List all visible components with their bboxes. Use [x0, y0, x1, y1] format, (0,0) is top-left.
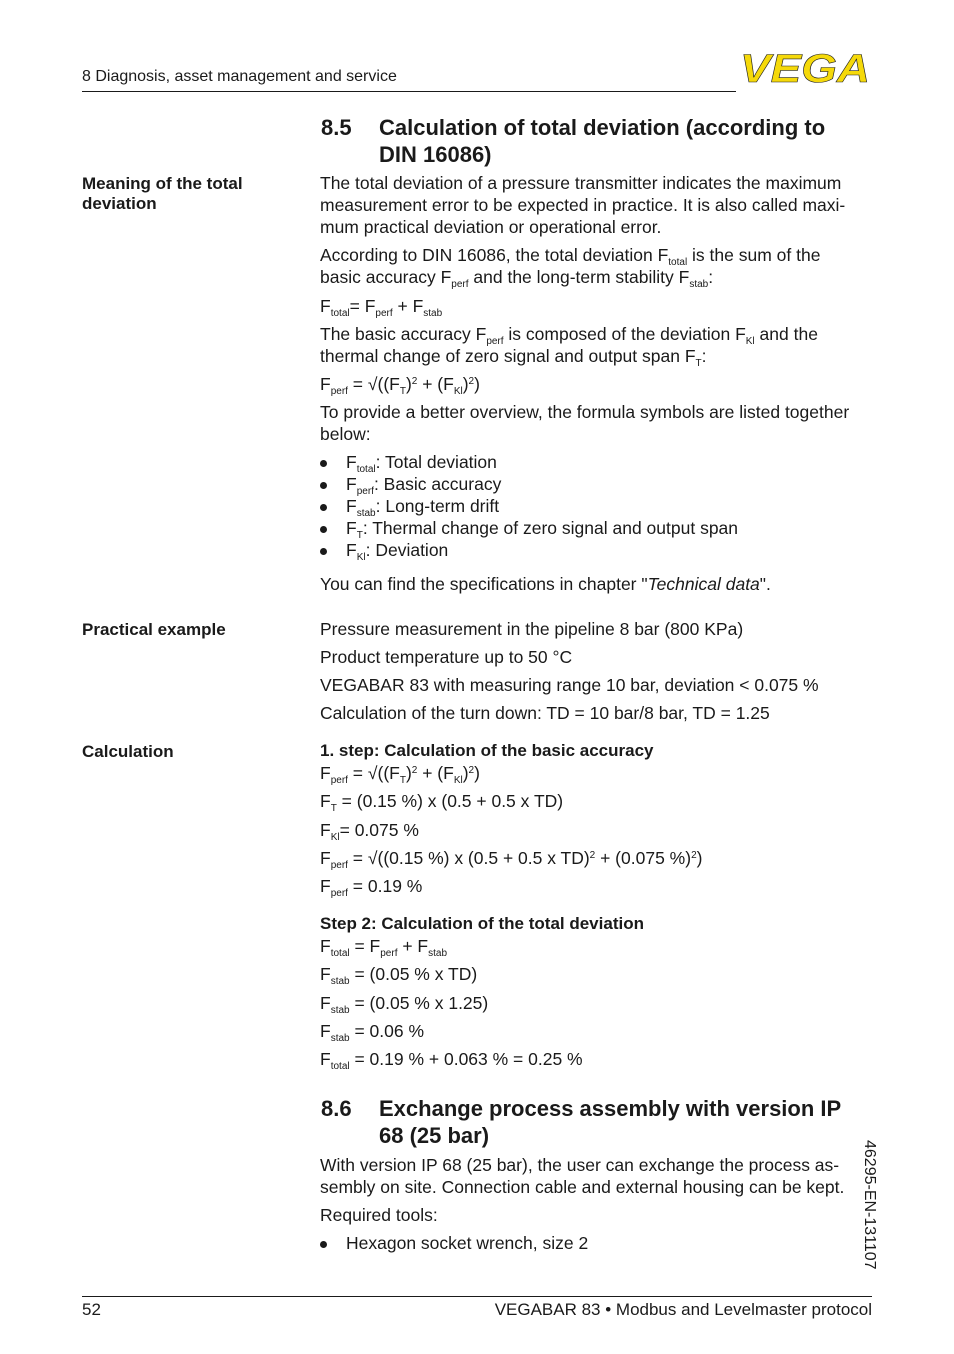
vega-logo — [740, 50, 872, 86]
section-title: Exchange process assembly with version IP 68 (25 bar) — [379, 1096, 841, 1148]
example-line: Product temperature up to 50 °C — [320, 647, 573, 667]
example-line: Pressure measurement in the pipeline 8 bar (800 KPa) — [320, 619, 744, 639]
step-1-heading: 1. step: Calculation of the basic accuracy — [320, 741, 654, 760]
formula-line: $F_{Kl}= 0.075$ % — [320, 820, 419, 843]
formula-line: $F_T = (0.15$ %) x (0.5 + 0.5 x TD) — [320, 791, 564, 814]
footer-title: VEGABAR 83 • Modbus and Levelmaster protocol — [494, 1300, 872, 1319]
bullet-icon — [320, 504, 327, 511]
logo-text: VEGA — [740, 50, 870, 86]
section-8-5-heading — [321, 114, 881, 170]
formula-line: $F_{perf} = 0.19$ % — [320, 876, 423, 899]
side-heading-calculation: Calculation — [82, 742, 174, 761]
formula-perf-2: $F_{perf} = √((F_T)^2 + (F_{Kl})^2)$ — [320, 763, 480, 786]
example-line: Calculation of the turn down: TD = 10 bar/8 bar, TD = 1.25 — [320, 703, 770, 723]
formula-total-2: $F_{total} = F_{perf} + F_{stab}$ — [320, 936, 448, 959]
basic-accuracy-paragraph: The basic accuracy $F_{perf}$ is composed of the deviation $F_{Kl}$ and the thermal change of zero signal and output span $F_T$: — [320, 324, 818, 369]
bullet-icon — [320, 482, 327, 489]
step-2-heading: Step 2: Calculation of the total deviation — [320, 914, 644, 933]
intro-paragraph: The total deviation of a pressure transmitter indicates the maximum measurement error to be expected in practice. It is also called maxi- mum practical deviation or operational error. — [320, 173, 846, 237]
formula-line: $F_{perf} = √((0.15$ %) x (0.5 + 0.5 x TD)$^2$ + (0.075 %)$^2$) — [320, 848, 703, 871]
formula-line: $F_{stab} = 0.06$ % — [320, 1021, 425, 1044]
section-number: 8.5 — [321, 115, 352, 140]
tools-label: Required tools: — [320, 1205, 438, 1225]
formula-total: $F_{total}= F_{perf} + F_{stab}$ — [320, 296, 443, 319]
page-number: 52 — [82, 1300, 101, 1319]
definition-paragraph: According to DIN 16086, the total deviation $F_{total}$ is the sum of the basic accuracy $F_{perf}$ and the long-term stability $F_{stab}$: — [320, 245, 821, 290]
formula-line: $F_{total} = 0.19$ % + 0.063 % = 0.25 % — [320, 1049, 583, 1072]
section-8-6-heading — [321, 1095, 881, 1151]
formula-perf: $F_{perf} = √((F_T)^2 + (F_{Kl})^2)$ — [320, 374, 480, 397]
example-line: VEGABAR 83 with measuring range 10 bar, deviation < 0.075 % — [320, 675, 819, 695]
spec-reference: You can find the specifications in chapter "Technical data". — [320, 574, 771, 594]
bullet-icon — [320, 548, 327, 555]
formula-line: $F_{stab} = (0.05$ % x TD) — [320, 964, 478, 987]
overview-paragraph: To provide a better overview, the formula symbols are listed together below: — [320, 402, 850, 444]
exchange-paragraph: With version IP 68 (25 bar), the user can exchange the process as- sembly on site. Connection cable and external housing can be kept. — [320, 1155, 845, 1197]
bullet-icon — [320, 526, 327, 533]
side-heading-example: Practical example — [82, 620, 226, 639]
document-id: 46295-EN-131107 — [861, 1140, 878, 1270]
footer-rule — [82, 1296, 872, 1297]
header-rule — [82, 91, 736, 92]
formula-line: $F_{stab} = (0.05$ % x 1.25) — [320, 993, 489, 1016]
section-title: Calculation of total deviation (according to DIN 16086) — [379, 115, 826, 167]
bullet-icon — [320, 1241, 327, 1248]
section-number: 8.6 — [321, 1096, 352, 1121]
side-heading-meaning: Meaning of the total deviation — [82, 174, 243, 213]
bullet-icon — [320, 460, 327, 467]
running-header: 8 Diagnosis, asset management and service — [82, 68, 397, 85]
